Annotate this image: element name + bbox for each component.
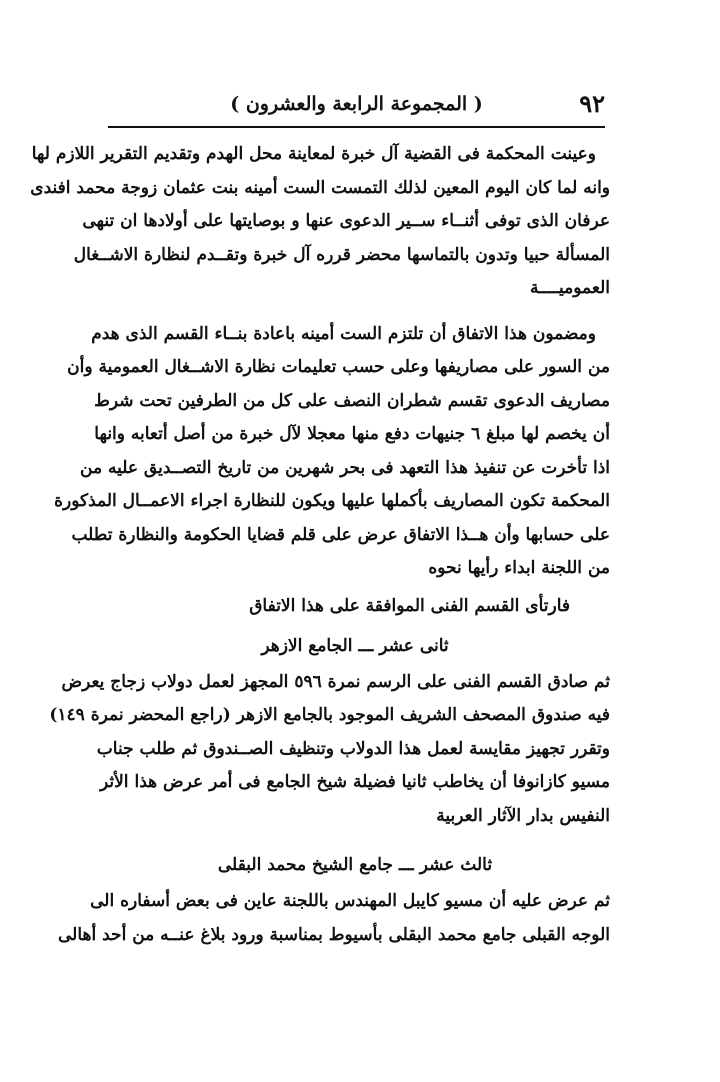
text-line: عرفان الذى توفى أثنــاء ســير الدعوى عنها و بوصايتها على أولادها ان تنهى — [82, 211, 610, 231]
text-line: مسيو كازانوفا أن يخاطب ثانيا فضيلة شيخ الجامع فى أمر عرض هذا الأثر — [100, 772, 610, 792]
text-line: وانه لما كان اليوم المعين لذلك التمست الست أمينه بنت عثمان زوجة محمد افندى — [30, 177, 610, 198]
paragraph-baqli — [58, 885, 610, 952]
text-line: ثم صادق القسم الفنى على الرسم نمرة ٥٩٦ المجهز لعمل دولاب زجاج يعرض — [61, 671, 610, 692]
section-heading-baqli: ثالث عشر ـــ جامع الشيخ محمد البقلى — [217, 855, 493, 875]
header-rule — [108, 126, 605, 128]
paragraph-gap — [100, 833, 610, 845]
text-line: من اللجنة ابداء رأيها نحوه — [428, 558, 610, 578]
text-line: المحكمة تكون المصاريف بأكملها عليها ويكون للنظارة اجراء الاعمــال المذكورة — [54, 491, 610, 511]
paragraph-2 — [54, 318, 610, 586]
section-heading-azhar: ثانى عشر ـــ الجامع الازهر — [261, 635, 449, 656]
text-line: من السور على مصاريفها وعلى حسب تعليمات نظارة الاشــغال العمومية وأن — [67, 357, 610, 377]
text-line: الوجه القبلى جامع محمد البقلى بأسيوط بمناسبة ورود بلاغ عنــه من أحد أهالى — [58, 924, 610, 945]
text-line: المسألة حبيا وتدون بالتماسها محضر قرره آل خبرة وتقــدم لنظارة الاشــغال — [73, 244, 610, 265]
text-line: أن يخصم لها مبلغ ٦ جنيهات دفع منها معجلا لآل خبرة من أصل أتعابه وانها — [94, 424, 610, 444]
page-body — [30, 138, 610, 952]
text-line: فيه صندوق المصحف الشريف الموجود بالجامع الازهر (راجع المحضر نمرة ١٤٩) — [49, 705, 610, 725]
text-line: النفيس بدار الآثار العربية — [436, 805, 610, 826]
text-line: العموميــــة — [530, 278, 610, 298]
text-line: وتقرر تجهيز مقايسة لعمل هذا الدولاب وتنظيف الصــندوق ثم طلب جناب — [96, 738, 610, 759]
page-number: ٩٢ — [579, 89, 605, 118]
text-line: وعينت المحكمة فى القضية آل خبرة لمعاينة محل الهدم وتقديم التقرير اللازم لها — [31, 144, 596, 164]
running-title: ( المجموعة الرابعة والعشرون ) — [230, 93, 483, 115]
paragraph-gap — [100, 306, 610, 318]
text-line: اذا تأخرت عن تنفيذ هذا التعهد فى بحر شهرين من تاريخ التصــديق عليه من — [80, 457, 610, 478]
decision-line: فارتأى القسم الفنى الموافقة على هذا الاتفاق — [249, 595, 570, 616]
text-line: على حسابها وأن هــذا الاتفاق عرض على قلم قضايا الحكومة والنظارة تطلب — [71, 524, 610, 545]
page-header — [108, 86, 605, 122]
paragraph-1 — [30, 138, 610, 306]
paragraph-azhar — [49, 666, 610, 834]
text-line: مصاريف الدعوى تقسم شطران النصف على كل من الطرفين تحت شرط — [94, 390, 610, 411]
text-line: ثم عرض عليه أن مسيو كايبل المهندس باللجنة عاين فى بعض أسفاره الى — [90, 891, 610, 911]
text-line: ومضمون هذا الاتفاق أن تلتزم الست أمينه باعادة بنــاء القسم الذى هدم — [91, 323, 596, 344]
